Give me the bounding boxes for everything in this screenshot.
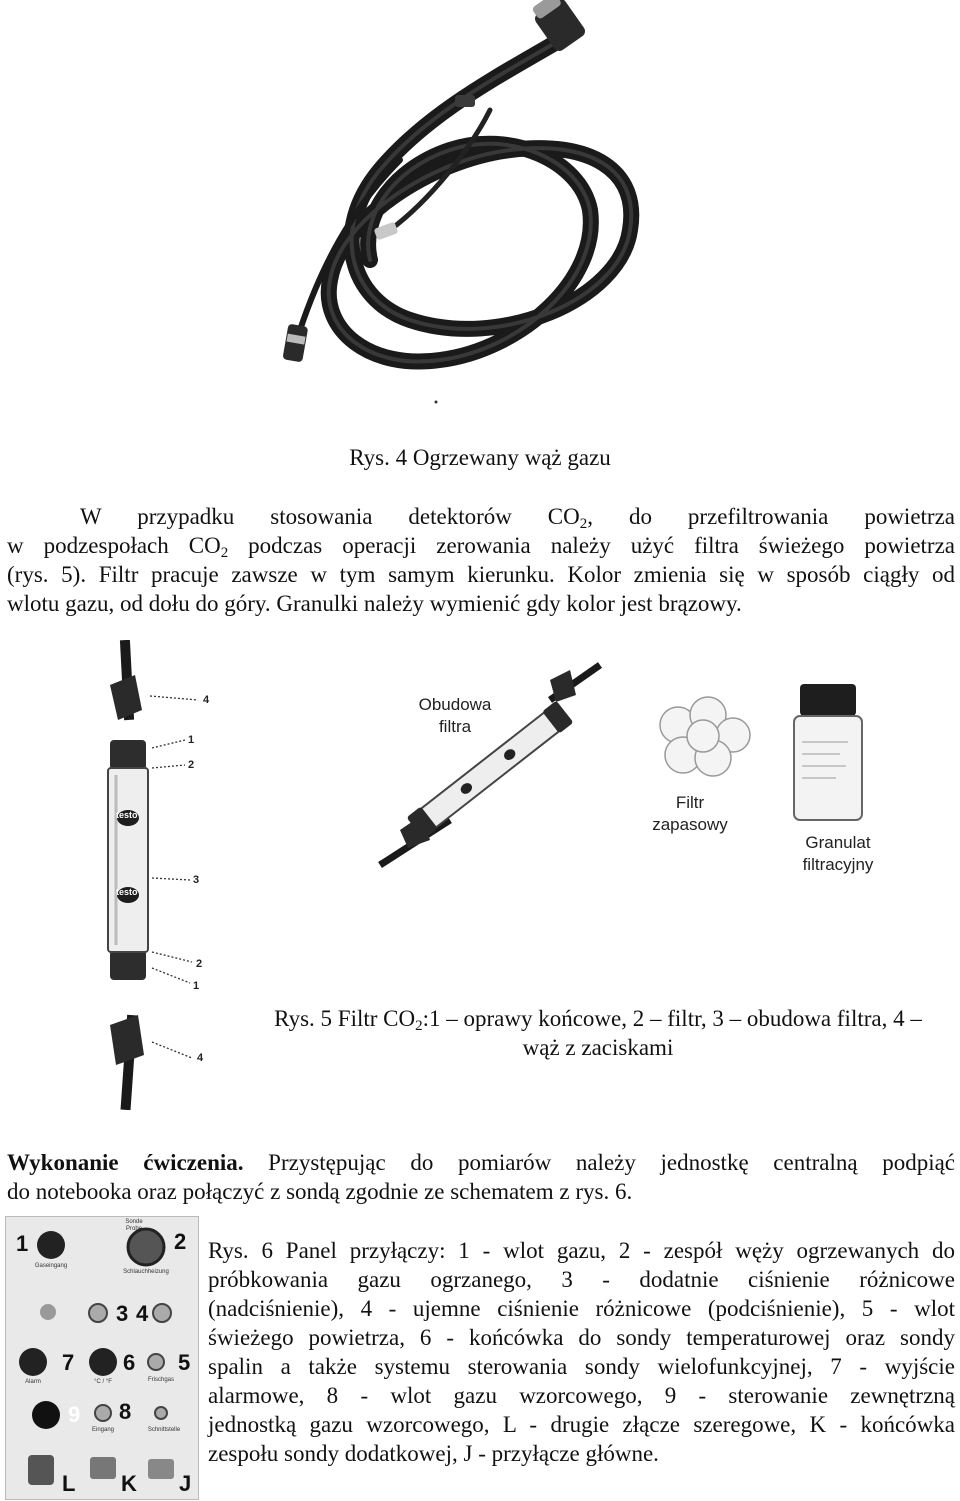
label-filter-housing-line2: filtra: [438, 717, 472, 736]
figure-5-caption-line1: Rys. 5 Filtr $CO_2:1$ – oprawy końcowe, 2 – filtr, 3 – obudowa filtra, 4 –: [274, 1006, 922, 1034]
exercise-heading: Wykonanie ćwiczenia.: [7, 1150, 244, 1175]
panel-label-frischgas: Frischgas: [147, 1377, 174, 1383]
callout-1-top: 1: [188, 734, 195, 746]
panel-num-L: L: [62, 1471, 76, 1496]
label-granulate-line1: Granulat: [805, 833, 871, 852]
exercise-line-1: [7, 1148, 955, 1177]
panel-num-5: 5: [178, 1350, 191, 1375]
figure-6-caption-line4: świeżego powietrza, 6 - końcówka do sondy temperaturowej oraz sondy: [208, 1325, 955, 1350]
panel-label-schnittstelle: Schnittstelle: [147, 1427, 181, 1433]
panel-num-9: 9: [68, 1402, 81, 1427]
figure-6-caption-line8: zespołu sondy dodatkowej, J - przyłącze główne.: [208, 1441, 659, 1466]
panel-num-J: J: [179, 1471, 192, 1496]
intro-line-4: wlotu gazu, od dołu do góry. Granulki należy wymienić gdy kolor jest brązowy.: [7, 591, 742, 616]
panel-num-K: K: [121, 1471, 137, 1496]
panel-num-2: 2: [174, 1229, 187, 1254]
panel-num-1: 1: [16, 1231, 29, 1256]
panel-num-8: 8: [119, 1399, 132, 1424]
label-granulate-line2: filtracyjny: [802, 855, 874, 874]
callout-4-bottom: 4: [197, 1052, 204, 1064]
panel-label-alarm: Alarm: [25, 1379, 41, 1385]
panel-label-celsius: °C / °F: [94, 1379, 112, 1385]
brand-label-bottom: testo: [116, 887, 138, 897]
figure-5-caption-line2: wąż z zaciskami: [522, 1035, 674, 1060]
panel-num-3: 3: [116, 1301, 129, 1326]
intro-line-2: w podzespołach $CO_2$ podczas operacji zerowania należy użyć filtra świeżego powietrza: [7, 533, 955, 561]
brand-label-top: testo: [116, 810, 138, 820]
figure-5-caption: [236, 1004, 960, 1062]
figure-5-filter-diagram: [80, 640, 240, 1110]
spare-filter-image: [648, 690, 758, 785]
exercise-line-1-text: Przystępując do pomiarów należy jednostkę centralną podpiąć: [268, 1150, 955, 1175]
label-spare-filter-line2: zapasowy: [652, 815, 728, 834]
figure-6-caption-line1: Rys. 6 Panel przyłączy: 1 - wlot gazu, 2 - zespół węży ogrzewanych do: [208, 1238, 955, 1263]
label-granulate: [778, 832, 898, 876]
figure-6-caption-line5: spalin a także systemu sterowania sondy wielofunkcyjnej, 7 - wyjście: [208, 1354, 955, 1379]
panel-label-eingang: Eingang: [91, 1427, 115, 1433]
figure-6-caption-line6: alarmowe, 8 - wlot gazu wzorcowego, 9 - sterowanie zewnętrzną: [208, 1383, 955, 1408]
figure-6-panel-image: [5, 1216, 199, 1500]
panel-num-4: 4: [136, 1301, 149, 1326]
callout-2-top: 2: [188, 759, 195, 771]
label-spare-filter-line1: Filtr: [675, 793, 705, 812]
callout-3: 3: [193, 874, 200, 886]
callout-1-bottom: 1: [193, 980, 200, 992]
panel-label-schlauch: Schlauchheizung: [123, 1269, 169, 1275]
figure-6-caption-line3: (nadciśnienie), 4 - ujemne ciśnienie różnicowe (podciśnienie), 5 - wlot: [208, 1296, 955, 1321]
figure-6-caption-line2: próbkowania gazu ogrzanego, 3 - dodatnie ciśnienie różnicowe: [208, 1267, 955, 1292]
label-filter-housing-line1: Obudowa: [418, 695, 492, 714]
panel-label-sonde: Sonde: [125, 1219, 143, 1225]
exercise-line-2: do notebooka oraz połączyć z sondą zgodnie ze schematem z rys. 6.: [7, 1179, 633, 1204]
callout-4-top: 4: [203, 694, 210, 706]
filter-housing-image: [370, 660, 610, 870]
intro-line-3: (rys. 5). Filtr pracuje zawsze w tym samym kierunku. Kolor zmienia się w sposób ciągły od: [7, 562, 955, 587]
callout-2-bottom: 2: [196, 958, 203, 970]
figure-4-caption: Rys. 4 Ogrzewany wąż gazu: [349, 445, 611, 470]
figure-6-caption-line7: jednostką gazu wzorcowego, L - drugie złącze szeregowe, K - końcówka: [208, 1412, 955, 1437]
panel-label-gaseingang: Gaseingang: [34, 1263, 68, 1269]
intro-line-1: W przypadku stosowania detektorów $CO_2$, do przefiltrowania powietrza: [80, 504, 955, 532]
label-filter-housing: [395, 694, 515, 738]
label-spare-filter: [630, 792, 750, 836]
figure-4-hose-image: [260, 0, 660, 410]
panel-label-probe: Probe: [125, 1226, 142, 1232]
figure-6-caption: [208, 1236, 955, 1468]
intro-paragraph: [7, 502, 955, 618]
panel-num-7: 7: [62, 1350, 75, 1375]
granulate-bottle-image: [788, 682, 868, 822]
exercise-paragraph: [7, 1148, 955, 1206]
panel-num-6: 6: [123, 1350, 136, 1375]
